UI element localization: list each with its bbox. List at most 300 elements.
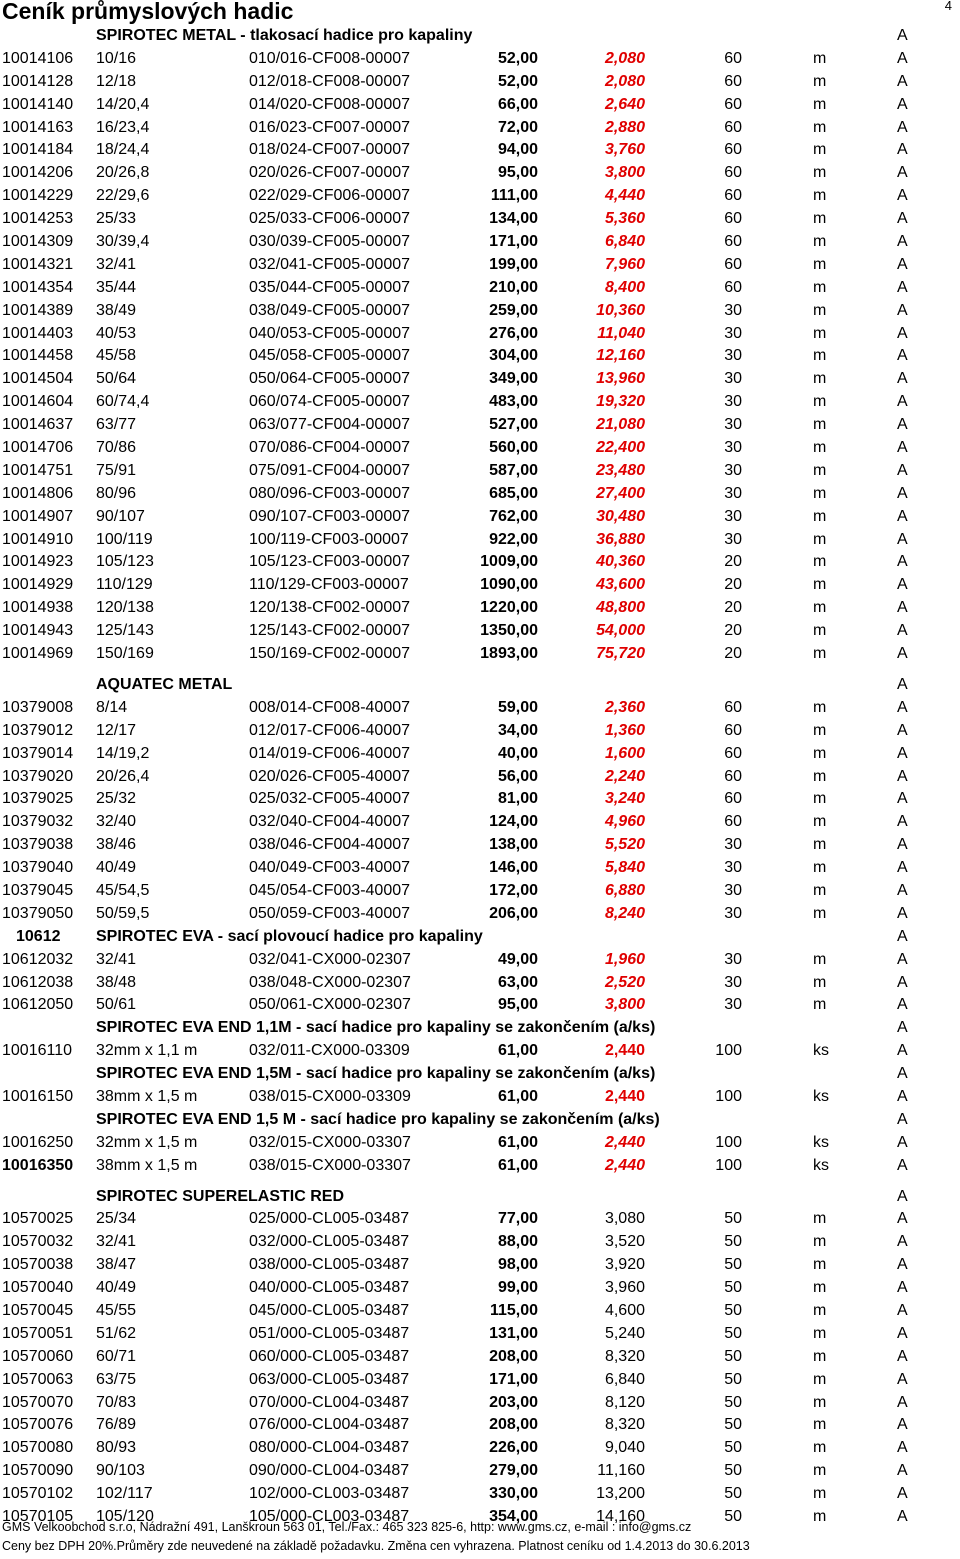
unit: m (813, 301, 827, 319)
table-row (0, 505, 960, 528)
price-class: A (897, 996, 908, 1014)
package-quantity: 60 (724, 278, 742, 296)
dimension: 14/19,2 (96, 744, 150, 762)
price-per-meter: 5,360 (604, 210, 645, 228)
dimension: 75/91 (96, 461, 137, 479)
price-per-meter: 2,080 (604, 72, 645, 90)
table-row (0, 971, 960, 994)
package-quantity: 100 (715, 1042, 742, 1060)
table-row (0, 47, 960, 70)
table-row (0, 299, 960, 322)
unit: m (813, 278, 827, 296)
order-code: 10570045 (2, 1301, 74, 1319)
unit: m (813, 233, 827, 251)
dimension: 105/120 (96, 1508, 154, 1525)
order-code: 10014910 (2, 530, 74, 548)
price-per-meter: 10,360 (596, 301, 645, 319)
section-header (0, 24, 960, 47)
price-class: A (897, 439, 908, 457)
price-per-meter: 8,120 (604, 1393, 645, 1411)
package-quantity: 30 (724, 996, 742, 1014)
price-class: A (897, 950, 908, 968)
price-class: A (897, 767, 908, 785)
price: 203,00 (489, 1393, 538, 1411)
package-quantity: 60 (724, 255, 742, 273)
price-per-meter: 2,240 (604, 767, 645, 785)
order-code: 10014163 (2, 118, 74, 136)
dimension: 40/49 (96, 859, 137, 877)
package-quantity: 30 (724, 950, 742, 968)
unit: m (813, 1210, 827, 1228)
unit: m (813, 347, 827, 365)
article-number: 038/015-CX000-03309 (249, 1087, 411, 1105)
package-quantity: 60 (724, 49, 742, 67)
order-code: 10570038 (2, 1256, 74, 1274)
price: 210,00 (489, 278, 538, 296)
price: 304,00 (489, 347, 538, 365)
price: 61,00 (497, 1087, 538, 1105)
package-quantity: 50 (724, 1279, 742, 1297)
package-quantity: 60 (724, 813, 742, 831)
price: 95,00 (497, 996, 538, 1014)
dimension: 32/40 (96, 813, 137, 831)
dimension: 32mm x 1,5 m (96, 1133, 198, 1151)
dimension: 45/58 (96, 347, 137, 365)
table-row (0, 1413, 960, 1436)
order-code: 10570076 (2, 1416, 74, 1434)
price-per-meter: 11,040 (597, 324, 645, 342)
package-quantity: 30 (724, 881, 742, 899)
order-code: 10016350 (2, 1156, 74, 1174)
order-code: 10379014 (2, 744, 74, 762)
table-row (0, 436, 960, 459)
table-row (0, 276, 960, 299)
order-code: 10570025 (2, 1210, 74, 1228)
table-row (0, 1154, 960, 1177)
article-number: 040/000-CL005-03487 (249, 1279, 410, 1297)
price-class: A (897, 553, 908, 571)
unit: m (813, 859, 827, 877)
article-number: 020/026-CF007-00007 (249, 164, 411, 182)
order-code: 10379025 (2, 790, 74, 808)
price-per-meter: 13,960 (596, 370, 645, 388)
order-code: 10014140 (2, 95, 74, 113)
section-class: A (897, 1187, 908, 1205)
price-per-meter: 2,880 (604, 118, 645, 136)
order-code: 10016150 (2, 1087, 74, 1105)
price-class: A (897, 1087, 908, 1105)
dimension: 60/74,4 (96, 393, 150, 411)
order-code: 10014943 (2, 622, 74, 640)
price-per-meter: 5,520 (604, 836, 645, 854)
unit: m (813, 1370, 827, 1388)
dimension: 60/71 (96, 1347, 137, 1365)
section-header (0, 1185, 960, 1208)
table-row (0, 230, 960, 253)
unit: m (813, 1256, 827, 1274)
section-header (0, 1062, 960, 1085)
order-code: 10570060 (2, 1347, 74, 1365)
price-class: A (897, 393, 908, 411)
article-number: 032/015-CX000-03307 (249, 1133, 411, 1151)
price: 111,00 (490, 187, 538, 205)
price-class: A (897, 622, 908, 640)
price-per-meter: 8,240 (604, 904, 645, 922)
table-row (0, 810, 960, 833)
price-per-meter: 2,360 (604, 698, 645, 716)
package-quantity: 60 (724, 164, 742, 182)
unit: m (813, 1347, 827, 1365)
price: 99,00 (497, 1279, 538, 1297)
package-quantity: 30 (724, 439, 742, 457)
unit: m (813, 72, 827, 90)
package-quantity: 30 (724, 836, 742, 854)
article-number: 075/091-CF004-00007 (249, 461, 411, 479)
order-code: 10612050 (2, 996, 74, 1014)
price-per-meter: 8,320 (604, 1416, 645, 1434)
package-quantity: 30 (724, 324, 742, 342)
package-quantity: 30 (724, 484, 742, 502)
dimension: 50/64 (96, 370, 137, 388)
price-per-meter: 3,920 (604, 1256, 645, 1274)
table-row (0, 719, 960, 742)
table-row (0, 948, 960, 971)
unit: ks (813, 1133, 829, 1151)
price: 1090,00 (480, 576, 538, 594)
dimension: 30/39,4 (96, 233, 150, 251)
package-quantity: 30 (724, 393, 742, 411)
price: 61,00 (497, 1133, 538, 1151)
table-row (0, 1299, 960, 1322)
price-per-meter: 40,360 (596, 553, 645, 571)
price-per-meter: 8,400 (604, 278, 645, 296)
dimension: 38/47 (96, 1256, 137, 1274)
unit: m (813, 484, 827, 502)
dimension: 32/41 (96, 1233, 137, 1251)
article-number: 035/044-CF005-00007 (249, 278, 411, 296)
article-number: 008/014-CF008-40007 (249, 698, 411, 716)
dimension: 125/143 (96, 622, 154, 640)
section-title: SPIROTEC EVA - sací plovoucí hadice pro kapaliny (96, 927, 483, 945)
price-class: A (897, 698, 908, 716)
table-row (0, 742, 960, 765)
dimension: 80/93 (96, 1439, 137, 1457)
unit: m (813, 790, 827, 808)
table-row (0, 833, 960, 856)
unit: m (813, 1508, 827, 1525)
table-row (0, 93, 960, 116)
price-per-meter: 2,080 (604, 49, 645, 67)
package-quantity: 30 (724, 347, 742, 365)
price-class: A (897, 301, 908, 319)
price-per-meter: 14,160 (596, 1508, 645, 1525)
section-title: AQUATEC METAL (96, 675, 233, 693)
price: 95,00 (497, 164, 538, 182)
dimension: 150/169 (96, 645, 154, 663)
price-class: A (897, 721, 908, 739)
price: 59,00 (497, 698, 538, 716)
order-code: 10014929 (2, 576, 74, 594)
dimension: 32/41 (96, 950, 137, 968)
price-per-meter: 36,880 (596, 530, 645, 548)
package-quantity: 50 (724, 1324, 742, 1342)
price-per-meter: 6,840 (604, 233, 645, 251)
article-number: 032/011-CX000-03309 (249, 1042, 410, 1060)
footer-company-line: GMS Velkoobchod s.r.o, Nádražní 491, Lanškroun 563 01, Tel./Fax.: 465 323 825-6, http: www.gms.cz, e-mail : info@gms.cz (2, 1520, 692, 1534)
table-row (0, 1039, 960, 1062)
price: 138,00 (489, 836, 538, 854)
order-code: 10570063 (2, 1370, 74, 1388)
price-per-meter: 22,400 (596, 439, 645, 457)
article-number: 060/000-CL005-03487 (249, 1347, 410, 1365)
article-number: 025/032-CF005-40007 (249, 790, 411, 808)
unit: m (813, 996, 827, 1014)
price: 172,00 (489, 881, 538, 899)
price-per-meter: 9,040 (604, 1439, 645, 1457)
price: 88,00 (497, 1233, 538, 1251)
price-class: A (897, 530, 908, 548)
article-number: 090/000-CL004-03487 (249, 1462, 410, 1480)
price: 279,00 (489, 1462, 538, 1480)
price: 685,00 (489, 484, 538, 502)
price: 762,00 (489, 507, 538, 525)
section-header (0, 1108, 960, 1131)
table-row (0, 596, 960, 619)
price-per-meter: 2,440 (604, 1133, 645, 1151)
unit: ks (813, 1156, 829, 1174)
table-row (0, 390, 960, 413)
dimension: 63/75 (96, 1370, 137, 1388)
page-title: Ceník průmyslových hadic (2, 0, 294, 24)
dimension: 70/83 (96, 1393, 137, 1411)
order-code: 10014907 (2, 507, 74, 525)
package-quantity: 30 (724, 370, 742, 388)
unit: m (813, 1279, 827, 1297)
unit: m (813, 744, 827, 762)
table-row (0, 367, 960, 390)
unit: m (813, 393, 827, 411)
price-per-meter: 13,200 (596, 1485, 645, 1503)
unit: m (813, 576, 827, 594)
unit: m (813, 416, 827, 434)
article-number: 120/138-CF002-00007 (249, 599, 411, 617)
article-number: 016/023-CF007-00007 (249, 118, 411, 136)
price-per-meter: 2,440 (604, 1156, 645, 1174)
dimension: 32/41 (96, 255, 137, 273)
price: 527,00 (489, 416, 538, 434)
article-number: 080/000-CL004-03487 (249, 1439, 410, 1457)
price: 259,00 (489, 301, 538, 319)
dimension: 10/16 (96, 49, 137, 67)
price: 34,00 (497, 721, 538, 739)
article-number: 076/000-CL004-03487 (249, 1416, 410, 1434)
article-number: 020/026-CF005-40007 (249, 767, 411, 785)
article-number: 045/054-CF003-40007 (249, 881, 411, 899)
order-code: 10014106 (2, 49, 74, 67)
section-title: SPIROTEC EVA END 1,5M - sací hadice pro kapaliny se zakončením (a/ks) (96, 1065, 656, 1083)
order-code: 10014604 (2, 393, 74, 411)
section-title: SPIROTEC SUPERELASTIC RED (96, 1187, 345, 1205)
price: 587,00 (489, 461, 538, 479)
order-code: 10014458 (2, 347, 74, 365)
package-quantity: 60 (724, 187, 742, 205)
price-class: A (897, 1508, 908, 1525)
price: 72,00 (497, 118, 538, 136)
article-number: 032/041-CF005-00007 (249, 255, 411, 273)
page-number: 4 (944, 0, 952, 13)
price-per-meter: 30,480 (596, 507, 645, 525)
table-row (0, 879, 960, 902)
table-row (0, 1345, 960, 1368)
article-number: 050/059-CF003-40007 (249, 904, 411, 922)
article-number: 080/096-CF003-00007 (249, 484, 411, 502)
price: 171,00 (489, 233, 538, 251)
table-row (0, 1322, 960, 1345)
order-code: 10014923 (2, 553, 74, 571)
price: 349,00 (489, 370, 538, 388)
table-row (0, 70, 960, 93)
article-number: 100/119-CF003-00007 (249, 530, 409, 548)
dimension: 16/23,4 (96, 118, 150, 136)
price: 52,00 (497, 49, 538, 67)
dimension: 105/123 (96, 553, 154, 571)
price: 560,00 (489, 439, 538, 457)
price-per-meter: 54,000 (596, 622, 645, 640)
package-quantity: 50 (724, 1256, 742, 1274)
unit: m (813, 1324, 827, 1342)
article-number: 050/061-CX000-02307 (249, 996, 411, 1014)
price: 63,00 (497, 973, 538, 991)
unit: m (813, 1393, 827, 1411)
dimension: 20/26,8 (96, 164, 150, 182)
price-class: A (897, 1042, 908, 1060)
price-class: A (897, 278, 908, 296)
price-class: A (897, 1439, 908, 1457)
dimension: 100/119 (96, 530, 153, 548)
package-quantity: 30 (724, 859, 742, 877)
price: 115,00 (489, 1301, 538, 1319)
table-row (0, 1436, 960, 1459)
unit: m (813, 370, 827, 388)
order-code: 10379045 (2, 881, 74, 899)
article-number: 032/041-CX000-02307 (249, 950, 411, 968)
price: 66,00 (497, 95, 538, 113)
order-code: 10379040 (2, 859, 74, 877)
article-number: 051/000-CL005-03487 (249, 1324, 410, 1342)
price: 146,00 (489, 859, 538, 877)
section-class: A (897, 675, 908, 693)
dimension: 63/77 (96, 416, 137, 434)
price-class: A (897, 164, 908, 182)
price-class: A (897, 836, 908, 854)
price: 483,00 (489, 393, 538, 411)
price-class: A (897, 813, 908, 831)
article-number: 045/058-CF005-00007 (249, 347, 411, 365)
price-per-meter: 2,520 (604, 973, 645, 991)
unit: m (813, 1462, 827, 1480)
price: 199,00 (489, 255, 538, 273)
table-row (0, 482, 960, 505)
dimension: 50/61 (96, 996, 137, 1014)
unit: m (813, 507, 827, 525)
order-code: 10014354 (2, 278, 74, 296)
order-code: 10570080 (2, 1439, 74, 1457)
package-quantity: 20 (724, 576, 742, 594)
price: 276,00 (489, 324, 538, 342)
order-code: 10014389 (2, 301, 74, 319)
package-quantity: 20 (724, 645, 742, 663)
package-quantity: 60 (724, 141, 742, 159)
dimension: 14/20,4 (96, 95, 150, 113)
package-quantity: 60 (724, 790, 742, 808)
price-class: A (897, 1233, 908, 1251)
article-number: 018/024-CF007-00007 (249, 141, 411, 159)
price-class: A (897, 1347, 908, 1365)
price-class: A (897, 1156, 908, 1174)
dimension: 25/33 (96, 210, 137, 228)
price-class: A (897, 324, 908, 342)
price-per-meter: 27,400 (596, 484, 645, 502)
order-code: 10014504 (2, 370, 74, 388)
article-number: 102/000-CL003-03487 (249, 1485, 410, 1503)
table-row (0, 1253, 960, 1276)
order-code: 10014309 (2, 233, 74, 251)
unit: m (813, 645, 827, 663)
table-row (0, 459, 960, 482)
unit: m (813, 599, 827, 617)
order-code: 10570105 (2, 1508, 74, 1525)
dimension: 38mm x 1,5 m (96, 1156, 198, 1174)
unit: m (813, 95, 827, 113)
price-class: A (897, 1301, 908, 1319)
unit: m (813, 324, 827, 342)
dimension: 110/129 (96, 576, 153, 594)
article-number: 040/053-CF005-00007 (249, 324, 411, 342)
package-quantity: 30 (724, 416, 742, 434)
price-class: A (897, 1256, 908, 1274)
order-code: 10014403 (2, 324, 74, 342)
unit: m (813, 439, 827, 457)
order-code: 10014938 (2, 599, 74, 617)
dimension: 70/86 (96, 439, 137, 457)
price: 226,00 (489, 1439, 538, 1457)
price-class: A (897, 1133, 908, 1151)
order-code: 10379012 (2, 721, 74, 739)
unit: m (813, 836, 827, 854)
article-number: 105/123-CF003-00007 (249, 553, 411, 571)
price-class: A (897, 790, 908, 808)
package-quantity: 100 (715, 1133, 742, 1151)
price-per-meter: 3,960 (604, 1279, 645, 1297)
unit: m (813, 118, 827, 136)
package-quantity: 20 (724, 622, 742, 640)
order-code: 10570102 (2, 1485, 74, 1503)
unit: m (813, 698, 827, 716)
order-code: 10014321 (2, 255, 74, 273)
footer (2, 1518, 750, 1556)
table-row (0, 765, 960, 788)
price-per-meter: 4,600 (604, 1301, 645, 1319)
price-class: A (897, 141, 908, 159)
price-per-meter: 3,520 (604, 1233, 645, 1251)
section-code: 10612 (16, 927, 61, 945)
order-code: 10570040 (2, 1279, 74, 1297)
price-per-meter: 23,480 (596, 461, 645, 479)
dimension: 51/62 (96, 1324, 137, 1342)
unit: m (813, 721, 827, 739)
table-row (0, 344, 960, 367)
unit: m (813, 904, 827, 922)
